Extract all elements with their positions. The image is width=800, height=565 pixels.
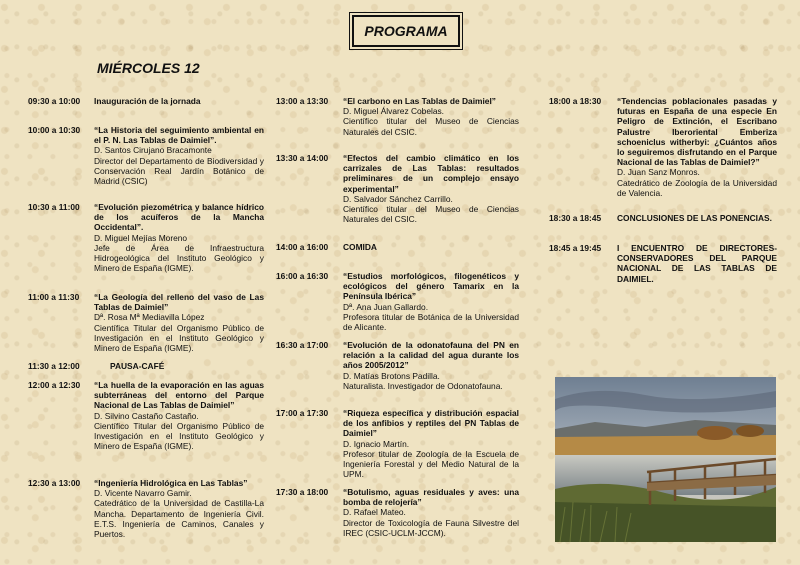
speaker-name: Dª. Ana Juan Gallardo.: [343, 301, 429, 312]
entry-time: 13:00 a 13:30: [276, 96, 329, 106]
entry-title: “La Historia del seguimiento ambiental en el P. N. Las Tablas de Daimiel”.: [94, 125, 264, 146]
entry-title: “Ingeniería Hidrológica en Las Tablas”: [94, 478, 248, 488]
speaker-name: Dª. Rosa Mª Mediavilla López: [94, 312, 205, 323]
entry-title: “Riqueza específica y distribución espacial de los anfibios y reptiles del PN Tablas de Daimiel”: [343, 408, 519, 439]
entry-title: CONCLUSIONES DE LAS PONENCIAS.: [617, 213, 772, 223]
entry-time: 13:30 a 14:00: [276, 153, 329, 163]
speaker-affiliation: Catedrático de Zoología de la Universidad de Valencia.: [617, 177, 777, 198]
entry-time: 17:00 a 17:30: [276, 408, 329, 418]
entry-title: Inauguración de la jornada: [94, 96, 201, 106]
speaker-affiliation: Científico titular del Museo de Ciencias Naturales del CSIC.: [343, 204, 519, 225]
speaker-name: D. Miguel Mejías Moreno: [94, 232, 188, 243]
entry-title: “Tendencias poblacionales pasadas y futuras en España de una especie En Peligro de Extinción, el Escribano Palustre Iberoriental Emberiza schoeniclus witherbyi: ¿Cuántos años lo seguiremos disfrutando en el Parque Nacional de las Tablas de Daimiel?”: [617, 96, 777, 168]
speaker-name: D. Salvador Sánchez Carrillo.: [343, 193, 453, 204]
speaker-affiliation: Científica Titular del Organismo Público de Investigación en el Instituto Geológico y Minero de España (IGME).: [94, 322, 264, 354]
entry-time: 11:30 a 12:00: [28, 361, 80, 371]
entry-time: 18:00 a 18:30: [549, 96, 602, 106]
entry-title: “Efectos del cambio climático en los carrizales de Las Tablas: resultados preliminares de un complejo ensayo experimental”: [343, 153, 519, 194]
speaker-affiliation: Naturalista. Investigador de Odonatofauna.: [343, 380, 503, 391]
entry-time: 14:00 a 16:00: [276, 242, 329, 252]
entry-title: I ENCUENTRO DE DIRECTORES-CONSERVADORES DEL PARQUE NACIONAL DE LAS TABLAS DE DAIMIEL.: [617, 243, 777, 284]
speaker-name: D. Matías Brotons Padilla.: [343, 370, 440, 381]
entry-time: 09:30 a 10:00: [28, 96, 81, 106]
entry-time: 11:00 a 11:30: [28, 292, 80, 302]
speaker-affiliation: Jefe de Área de Infraestructura Hidrogeológica del Instituto Geológico y Minero de España (IGME).: [94, 242, 264, 274]
entry-title: “La huella de la evaporación en las aguas subterráneas del entorno del Parque Nacional de Las Tablas de Daimiel”: [94, 380, 264, 411]
speaker-affiliation: Profesor titular de Zoología de la Escuela de Ingeniería Forestal y del Medio Natural de la UPM.: [343, 448, 519, 480]
speaker-name: D. Rafael Mateo.: [343, 507, 406, 518]
entry-title: “Botulismo, aguas residuales y aves: una bomba de relojería”: [343, 487, 519, 508]
speaker-name: D. Vicente Navarro Gamir.: [94, 488, 192, 499]
entry-title: PAUSA-CAFÉ: [110, 361, 165, 371]
entry-time: 18:30 a 18:45: [549, 213, 602, 223]
entry-time: 12:30 a 13:00: [28, 478, 81, 488]
speaker-affiliation: Científico titular del Museo de Ciencias Naturales del CSIC.: [343, 116, 519, 137]
speaker-affiliation: Director del Departamento de Biodiversidad y Conservación Real Jardín Botánico de Madrid (CSIC): [94, 155, 264, 187]
entry-time: 16:00 a 16:30: [276, 271, 329, 281]
speaker-affiliation: Científico Titular del Organismo Público de Investigación en el Instituto Geológico y Minero de España (IGME).: [94, 420, 264, 452]
entry-title: “Evolución de la odonatofauna del PN en relación a la calidad del agua durante los años 2005/2012”: [343, 340, 519, 371]
entry-title: “Evolución piezométrica y balance hídrico de los acuíferos de la Mancha Occidental”.: [94, 202, 264, 233]
entry-time: 17:30 a 18:00: [276, 487, 329, 497]
speaker-name: D. Silvino Castaño Castaño.: [94, 410, 199, 421]
day-heading: MIÉRCOLES 12: [97, 60, 200, 76]
entry-time: 12:00 a 12:30: [28, 380, 81, 390]
speaker-affiliation: Profesora titular de Botánica de la Universidad de Alicante.: [343, 311, 519, 333]
entry-title: “Estudios morfológicos, filogenéticos y ecológicos del género Tamarix en la Península Ibérica”: [343, 271, 519, 302]
speaker-name: D. Santos Cirujano Bracamonte: [94, 145, 212, 156]
entry-time: 10:30 a 11:00: [28, 202, 80, 212]
speaker-name: D. Juan Sanz Monros.: [617, 167, 700, 178]
entry-title: “El carbono en Las Tablas de Daimiel”: [343, 96, 496, 106]
entry-time: 18:45 a 19:45: [549, 243, 602, 253]
speaker-affiliation: Catedrático de la Universidad de Castilla-La Mancha. Departamento de Ingeniería Civil. E.T.S. Ingeniería de Caminos, Canales y Puertos.: [94, 498, 264, 540]
speaker-name: D. Ignacio Martín.: [343, 438, 410, 449]
entry-time: 10:00 a 10:30: [28, 125, 81, 135]
entry-title: COMIDA: [343, 242, 377, 252]
speaker-name: D. Miguel Álvarez Cobelas.: [343, 106, 445, 117]
wetland-boardwalk-photo: [555, 377, 776, 542]
entry-time: 16:30 a 17:00: [276, 340, 329, 350]
program-title: PROGRAMA: [352, 15, 460, 47]
entry-title: “La Geología del relleno del vaso de Las Tablas de Daimiel”: [94, 292, 264, 313]
speaker-affiliation: Director de Toxicología de Fauna Silvestre del IREC (CSIC-UCLM-JCCM).: [343, 517, 519, 538]
